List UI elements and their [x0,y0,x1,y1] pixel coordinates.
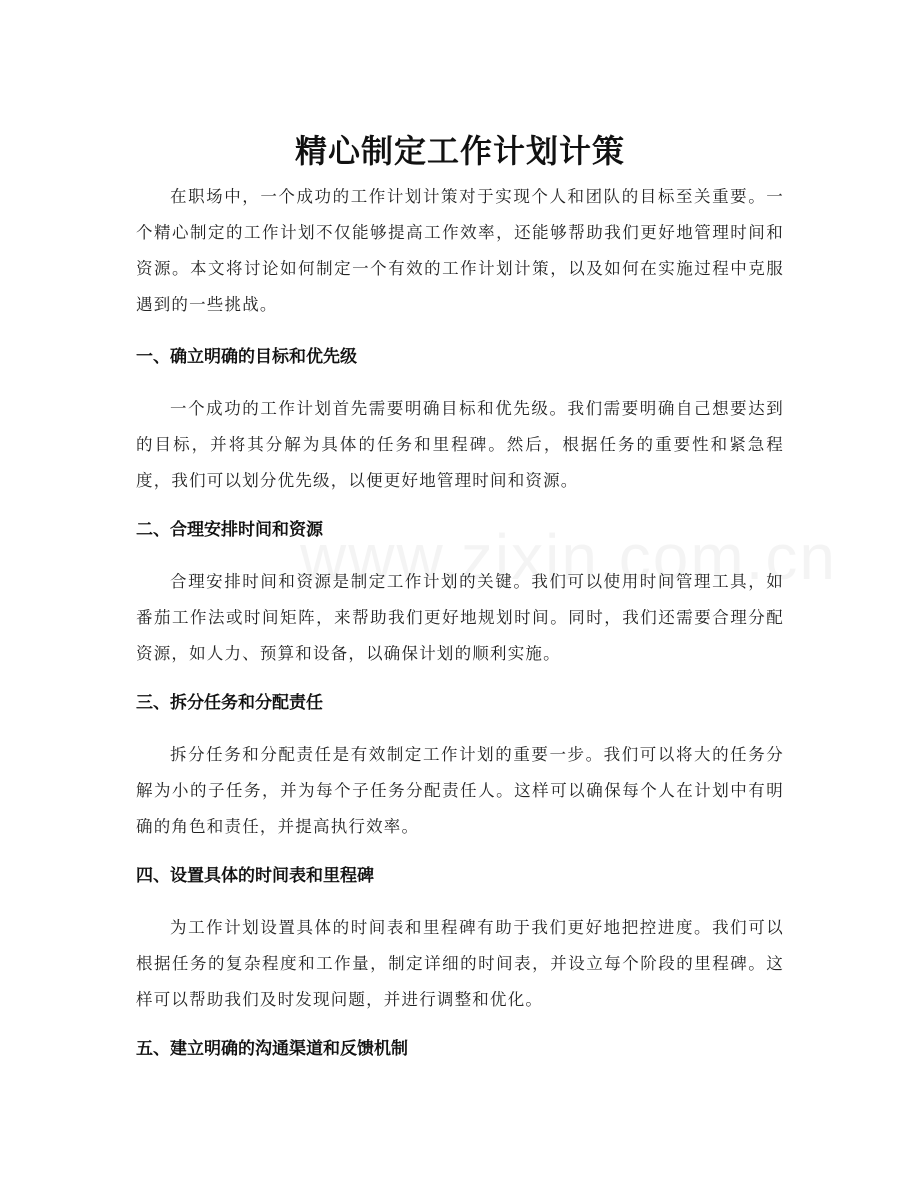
section-body-2: 合理安排时间和资源是制定工作计划的关键。我们可以使用时间管理工具，如番茄工作法或时间矩阵，来帮助我们更好地规划时间。同时，我们还需要合理分配资源，如人力、预算和设备，以确保计划的顺利实施。 [136,572,784,663]
section-heading-4: 四、设置具体的时间表和里程碑 [136,866,374,886]
document-title: 精心制定工作计划计策 [294,132,625,171]
section-body-3: 拆分任务和分配责任是有效制定工作计划的重要一步。我们可以将大的任务分解为小的子任务，并为每个子任务分配责任人。这样可以确保每个人在计划中有明确的角色和责任，并提高执行效率。 [136,745,784,836]
section-heading-2: 二、合理安排时间和资源 [136,520,323,540]
section-heading-3: 三、拆分任务和分配责任 [136,693,323,713]
section-body-1: 一个成功的工作计划首先需要明确目标和优先级。我们需要明确自己想要达到的目标，并将其分解为具体的任务和里程碑。然后，根据任务的重要性和紧急程度，我们可以划分优先级，以便更好地管理时间和资源。 [136,399,784,490]
section-heading-1: 一、确立明确的目标和优先级 [136,347,357,367]
section-heading-5: 五、建立明确的沟通渠道和反馈机制 [136,1039,408,1059]
section-body-4: 为工作计划设置具体的时间表和里程碑有助于我们更好地把控进度。我们可以根据任务的复杂程度和工作量，制定详细的时间表，并设立每个阶段的里程碑。这样可以帮助我们及时发现问题，并进行调整和优化。 [136,918,784,1009]
intro-paragraph: 在职场中，一个成功的工作计划计策对于实现个人和团队的目标至关重要。一个精心制定的工作计划不仅能够提高工作效率，还能够帮助我们更好地管理时间和资源。本文将讨论如何制定一个有效的工作计划计策，以及如何在实施过程中克服遇到的一些挑战。 [136,187,784,314]
